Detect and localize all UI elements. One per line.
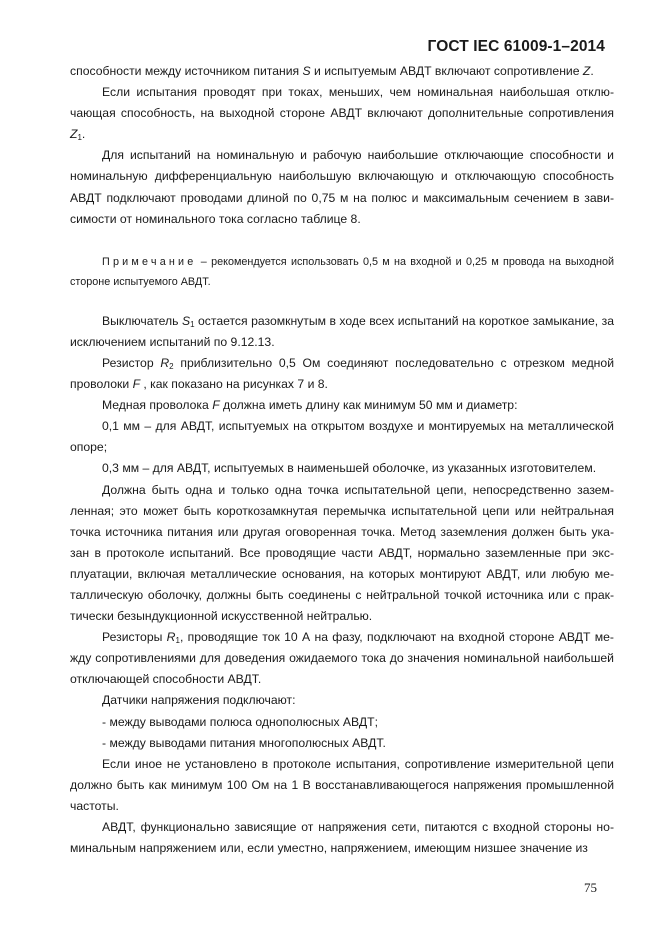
- paragraph-14: Если иное не установлено в протоколе испытания, сопротивление измерительной цепи должно быть как минимум 100 Ом на 1 В восстанавливающегося напряжения промышленной частоты.: [70, 756, 614, 813]
- document-body: [70, 61, 614, 859]
- paragraph-9: Должна быть одна и только одна точка испытательной цепи, непосредственно заземленная; это может быть короткозамкнутая перемычка испытательной цепи или нейтральная точка источника питания или другая оговоренная точка. Метод заземления должен быть указан в протоколе испытаний. Все проводящие части АВДТ, нормально заземленные при эксплуатации, включая металлические основания, на которых монтируют АВДТ, или любую металлическую оболочку, должны быть соединены с нейтральной точкой источника или с практически безындукционной искусственной нейтралью.: [70, 482, 614, 624]
- document-header: ГОСТ IEC 61009-1–2014: [427, 38, 605, 55]
- paragraph-4: Выключатель $S_1$ остается разомкнутым в ходе всех испытаний на короткое замыкание, за исключением испытаний по 9.12.13.: [70, 313, 614, 349]
- list-item: - между выводами полюса однополюсных АВДТ;: [102, 714, 379, 729]
- note: [70, 252, 614, 293]
- paragraph-5: Резистор $R_2$ приблизительно 0,5 Ом соединяют последовательно с отрезком медной проволоки F , как показано на рисунках 7 и 8.: [70, 355, 614, 392]
- paragraph-7: 0,1 мм – для АВДТ, испытуемых на открытом воздухе и монтируемых на металлической опоре;: [70, 419, 614, 455]
- paragraph-10: Резисторы $R_1$, проводящие ток 10 А на фазу, подключают на входной стороне АВДТ между сопротивлениями для доведения ожидаемого тока до значения номинальной наибольшей отключающей способности АВДТ.: [70, 630, 614, 687]
- paragraph-11: Датчики напряжения подключают:: [102, 693, 296, 708]
- note-label: Примечание: [102, 255, 197, 268]
- paragraph-15: АВДТ, функционально зависящие от напряжения сети, питаются с входной стороны номинальным напряжением или, если уместно, напряжением, имеющим низшее значение из: [70, 820, 614, 856]
- page-number: 75: [584, 880, 597, 895]
- paragraph-6: Медная проволока F должна иметь длину как минимум 50 мм и диаметр:: [102, 398, 518, 413]
- paragraph-3: Для испытаний на номинальную и рабочую наибольшие отключающие способности и номинальную дифференциальную наибольшую включающую и отключающую способность АВДТ подключают проводами длиной по 0,75 м на полюс и максимальным сечением в зависимости от номинального тока согласно таблице 8.: [70, 148, 614, 226]
- note-text: – рекомендуется использовать 0,5 м на входной и 0,25 м провода на выходной стороне испытуемого АВДТ.: [70, 255, 614, 289]
- paragraph-2: Если испытания проводят при токах, меньших, чем номинальная наибольшая отключающая способность, на выходной стороне АВДТ включают дополнительные сопротивления $Z_1$.: [70, 85, 614, 143]
- list-item: - между выводами питания многополюсных АВДТ.: [102, 735, 386, 750]
- paragraph-1: способности между источником питания S и испытуемым АВДТ включают сопротивление Z.: [70, 64, 594, 78]
- paragraph-8: 0,3 мм – для АВДТ, испытуемых в наименьшей оболочке, из указанных изготовителем.: [102, 461, 597, 476]
